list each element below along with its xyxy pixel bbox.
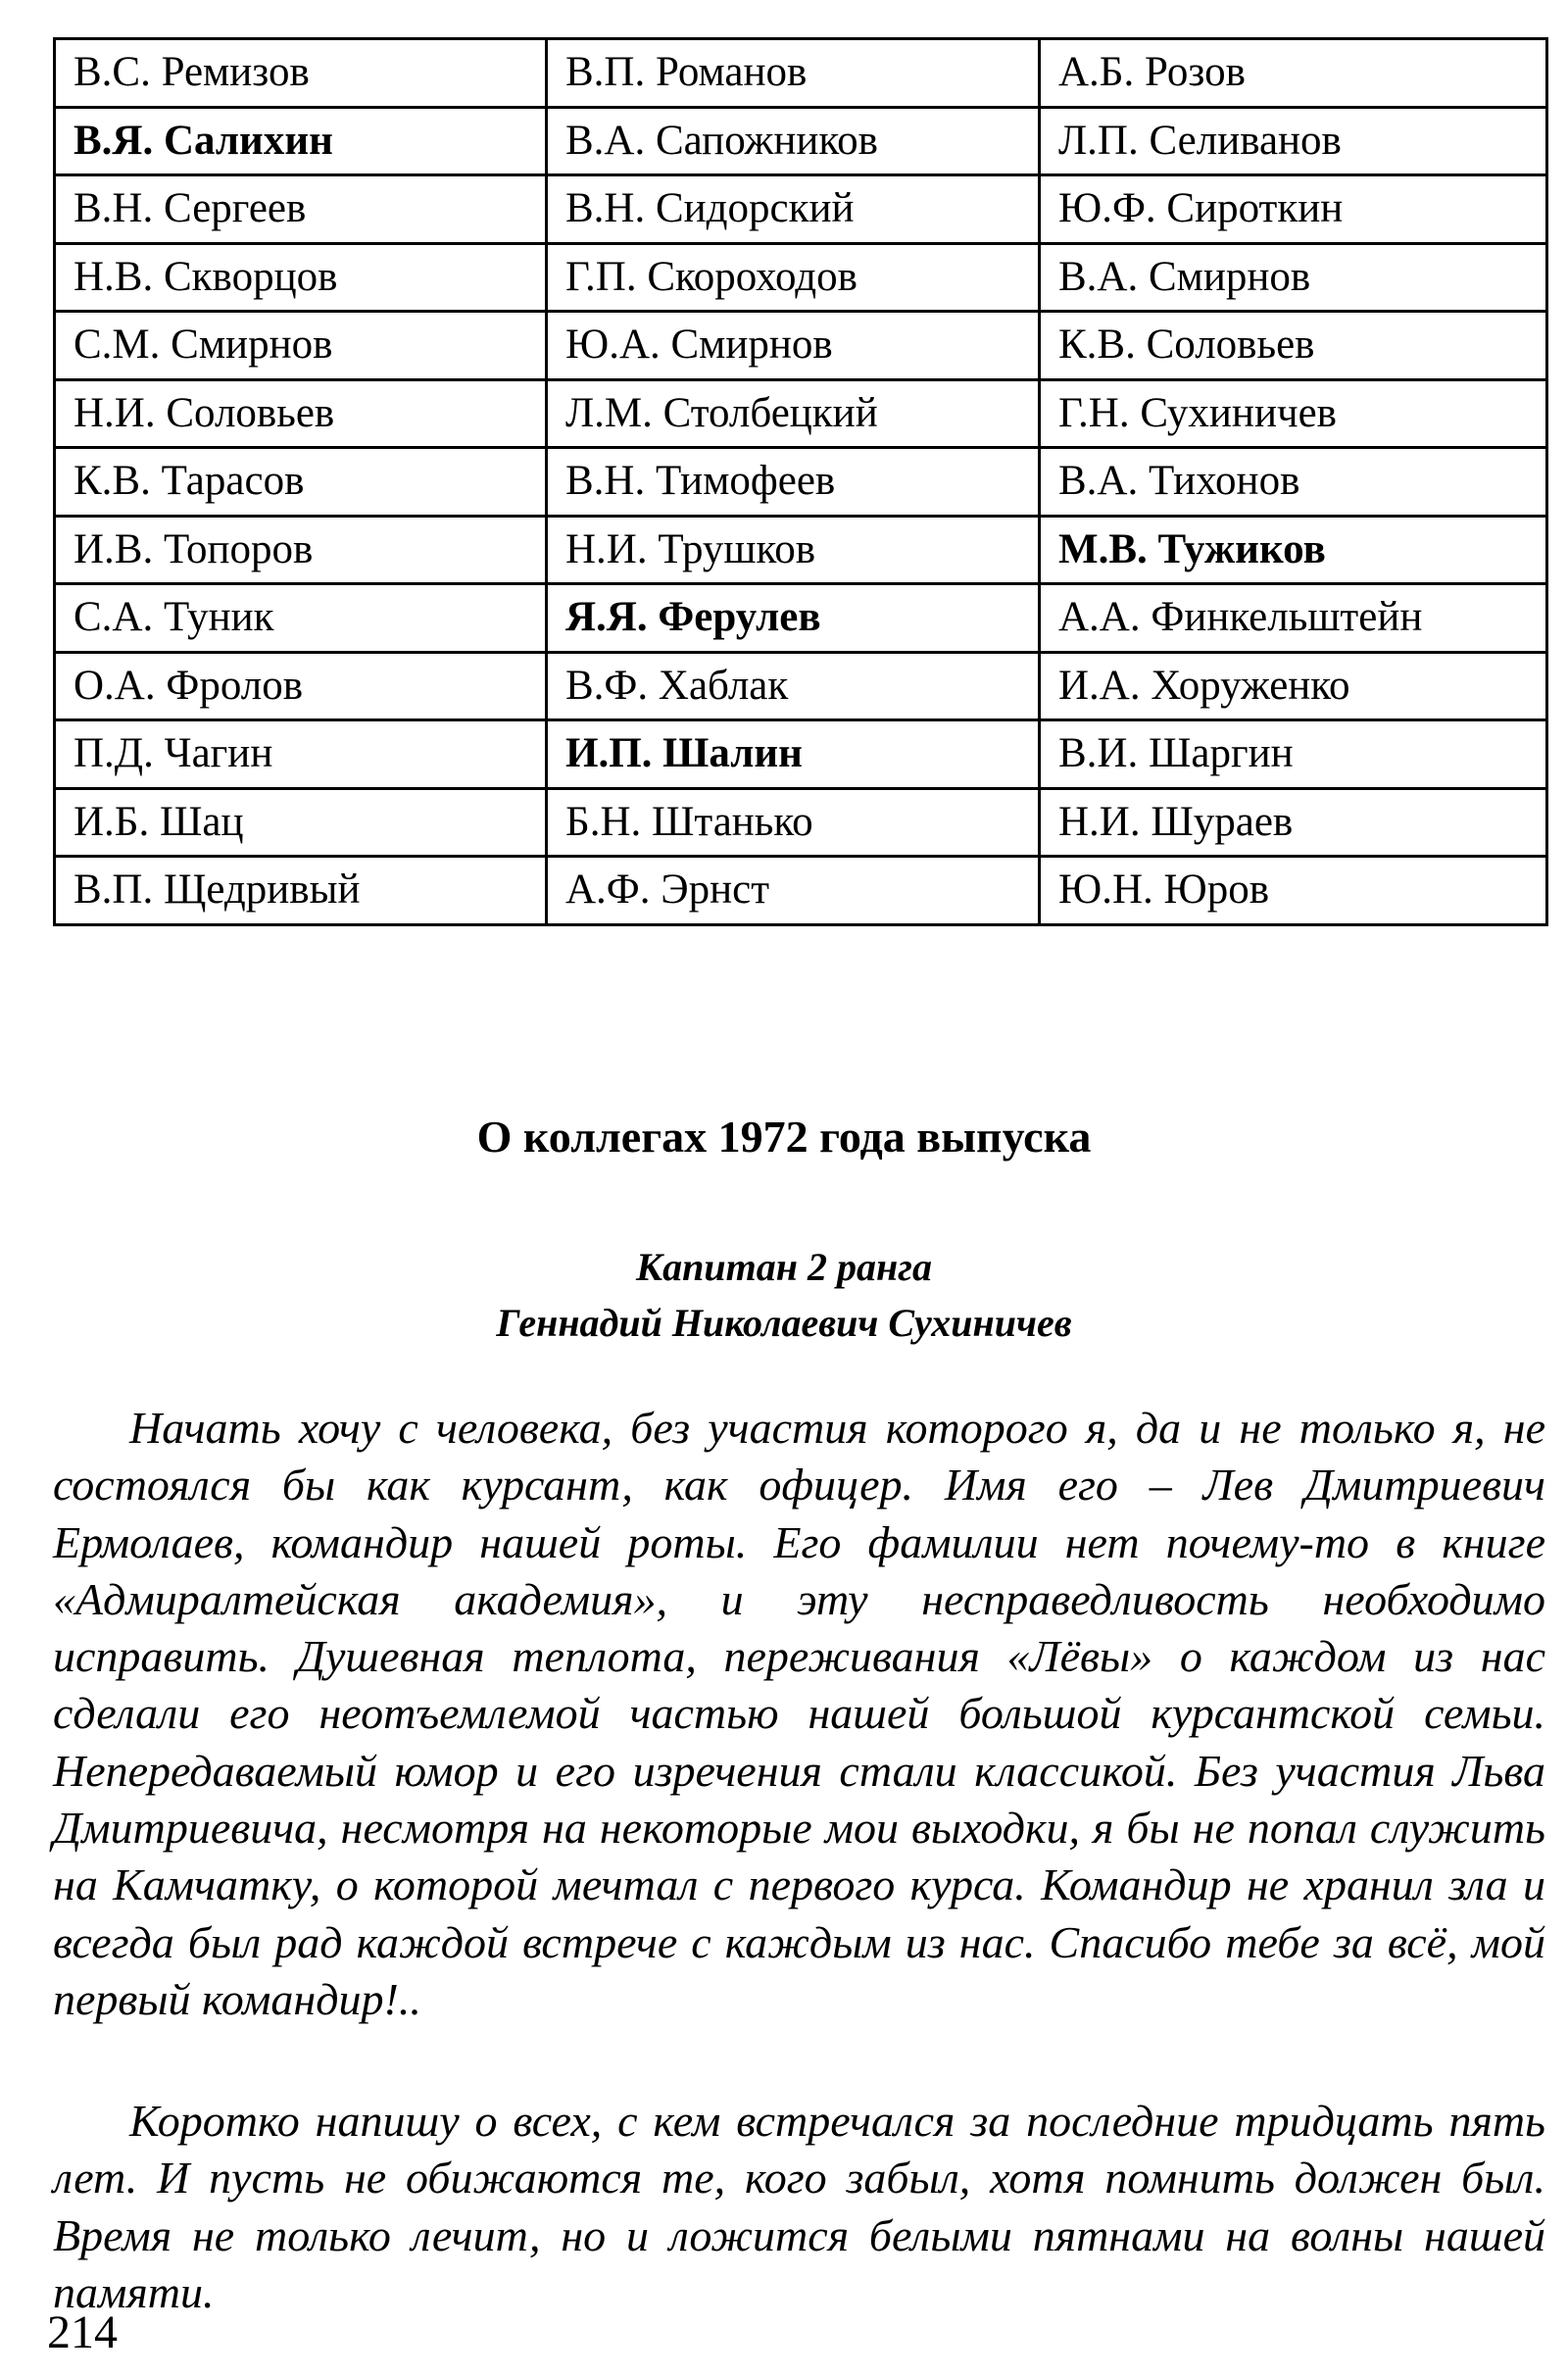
table-cell: В.Н. Тимофеев bbox=[547, 448, 1040, 517]
table-cell: В.И. Шаргин bbox=[1040, 720, 1547, 789]
table-cell: И.В. Топоров bbox=[55, 516, 547, 584]
table-cell: Ю.Ф. Сироткин bbox=[1040, 175, 1547, 244]
table-cell: П.Д. Чагин bbox=[55, 720, 547, 789]
table-cell: Г.П. Скороходов bbox=[547, 243, 1040, 312]
table-cell: К.В. Тарасов bbox=[55, 448, 547, 517]
table-cell: С.М. Смирнов bbox=[55, 312, 547, 380]
table-row bbox=[55, 788, 1547, 857]
table-row bbox=[55, 448, 1547, 517]
section-title: О коллегах 1972 года выпуска bbox=[476, 1112, 1092, 1162]
table-cell: И.П. Шалин bbox=[547, 720, 1040, 789]
table-cell: Н.И. Соловьев bbox=[55, 379, 547, 448]
table-row bbox=[55, 857, 1547, 925]
table-cell: В.Н. Сидорский bbox=[547, 175, 1040, 244]
table-cell: В.А. Тихонов bbox=[1040, 448, 1547, 517]
page-number: 214 bbox=[47, 2306, 118, 2358]
body-paragraph: Коротко напишу о всех, с кем встречался за последние тридцать пять лет. И пусть не обижаются те, кого забыл, хотя помнить должен был. Время не только лечит, но и ложится белыми пятнами на волны нашей памяти. bbox=[53, 2096, 1545, 2317]
table-cell: Л.М. Столбецкий bbox=[547, 379, 1040, 448]
table-cell: А.Б. Розов bbox=[1040, 39, 1547, 108]
table-cell: Н.В. Скворцов bbox=[55, 243, 547, 312]
table-cell: Ю.А. Смирнов bbox=[547, 312, 1040, 380]
table-cell: М.В. Тужиков bbox=[1040, 516, 1547, 584]
table-cell: В.Ф. Хаблак bbox=[547, 652, 1040, 720]
table-cell: Ю.Н. Юров bbox=[1040, 857, 1547, 925]
table-cell: Л.П. Селиванов bbox=[1040, 107, 1547, 175]
body-paragraph: Начать хочу с человека, без участия которого я, да и не только я, не состоялся бы как курсант, как офицер. Имя его – Лев Дмитриевич Ермолаев, командир нашей роты. Его фамилии нет почему-то в книге «Адмиралтейская академия», и эту несправедливость необходимо исправить. Душевная теплота, переживания «Лёвы» о каждом из нас сделали его неотъемлемой частью нашей большой курсантской семьи. Непередаваемый юмор и его изречения стали классикой. Без участия Льва Дмитриевича, несмотря на некоторые мои выходки, я бы не попал служить на Камчатку, о которой мечтал с первого курса. Командир не хранил зла и всегда был рад каждой встрече с каждым из нас. Спасибо тебе за всё, мой первый командир!.. bbox=[53, 1403, 1545, 2024]
author-rank: Капитан 2 ранга bbox=[636, 1245, 932, 1289]
author-name: Геннадий Николаевич Сухиничев bbox=[496, 1301, 1072, 1345]
table-cell: С.А. Туник bbox=[55, 584, 547, 653]
table-cell: О.А. Фролов bbox=[55, 652, 547, 720]
table-cell: Я.Я. Ферулев bbox=[547, 584, 1040, 653]
table-row bbox=[55, 584, 1547, 653]
table-cell: В.Я. Салихин bbox=[55, 107, 547, 175]
table-row bbox=[55, 39, 1547, 108]
table-cell: К.В. Соловьев bbox=[1040, 312, 1547, 380]
table-cell: В.П. Щедривый bbox=[55, 857, 547, 925]
table-cell: В.А. Сапожников bbox=[547, 107, 1040, 175]
table-cell: В.А. Смирнов bbox=[1040, 243, 1547, 312]
table-cell: В.Н. Сергеев bbox=[55, 175, 547, 244]
graduates-table bbox=[53, 37, 1548, 926]
table-cell: А.Ф. Эрнст bbox=[547, 857, 1040, 925]
table-row bbox=[55, 720, 1547, 789]
table-row bbox=[55, 107, 1547, 175]
table-row bbox=[55, 652, 1547, 720]
table-cell: Б.Н. Штанько bbox=[547, 788, 1040, 857]
table-cell: В.С. Ремизов bbox=[55, 39, 547, 108]
table-cell: Г.Н. Сухиничев bbox=[1040, 379, 1547, 448]
table-row bbox=[55, 175, 1547, 244]
table-cell: В.П. Романов bbox=[547, 39, 1040, 108]
table-cell: И.Б. Шац bbox=[55, 788, 547, 857]
table-row bbox=[55, 312, 1547, 380]
table-row bbox=[55, 243, 1547, 312]
table-row bbox=[55, 379, 1547, 448]
graduates-table-body bbox=[55, 39, 1547, 925]
table-cell: А.А. Финкельштейн bbox=[1040, 584, 1547, 653]
table-cell: И.А. Хоруженко bbox=[1040, 652, 1547, 720]
table-row bbox=[55, 516, 1547, 584]
table-cell: Н.И. Трушков bbox=[547, 516, 1040, 584]
table-cell: Н.И. Шураев bbox=[1040, 788, 1547, 857]
